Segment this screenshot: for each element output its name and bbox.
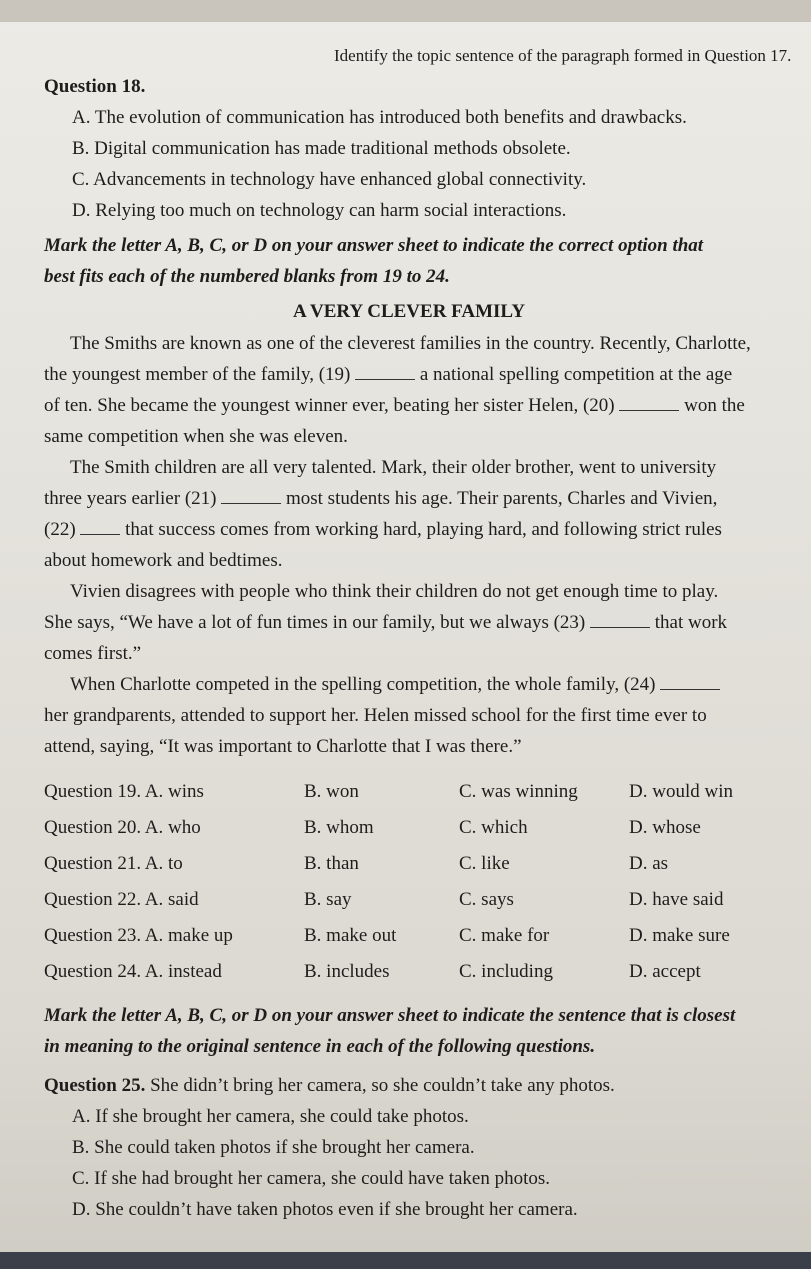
blank-23: [590, 613, 650, 628]
p1-line1: The Smiths are known as one of the cleverest families in the country. Recently, Charlotte,: [70, 333, 751, 354]
p1-line3-a: of ten. She became the youngest winner ever, beating her sister Helen, (20): [44, 395, 615, 416]
answer-row-23: [44, 918, 774, 954]
answer-21-b: B. than: [304, 853, 359, 874]
answer-21-d: D. as: [629, 853, 669, 874]
q18-option-c: C. Advancements in technology have enhanced global connectivity.: [72, 169, 587, 190]
passage-title: A VERY CLEVER FAMILY: [292, 301, 526, 322]
answer-23-a: Question 23. A. make up: [44, 925, 233, 946]
answer-22-c: C. says: [459, 889, 514, 910]
answer-21-a: Question 21. A. to: [44, 853, 183, 874]
bottom-edge: [0, 1252, 811, 1269]
answer-19-a: Question 19. A. wins: [44, 781, 204, 802]
top-edge: [0, 0, 811, 22]
q18-option-b: B. Digital communication has made traditional methods obsolete.: [72, 138, 571, 159]
p4-line1-a: When Charlotte competed in the spelling competition, the whole family, (24): [70, 674, 656, 695]
p2-line1: The Smith children are all very talented. Mark, their older brother, went to university: [70, 457, 717, 478]
answer-23-c: C. make for: [459, 925, 550, 946]
p1-line3-b: won the: [684, 395, 745, 416]
q18-label: Question 18.: [44, 76, 146, 97]
blank-19: [355, 365, 415, 380]
answer-24-b: B. includes: [304, 961, 390, 982]
answer-20-c: C. which: [459, 817, 528, 838]
answer-row-21: [44, 846, 774, 882]
q25-stem-text: She didn’t bring her camera, so she couldn’t take any photos.: [150, 1075, 615, 1096]
answer-20-a: Question 20. A. who: [44, 817, 201, 838]
q25-option-b: B. She could taken photos if she brought her camera.: [72, 1137, 475, 1158]
instruction1-line1: Mark the letter A, B, C, or D on your answer sheet to indicate the correct option that: [44, 235, 704, 256]
q25-option-c: C. If she had brought her camera, she could have taken photos.: [72, 1168, 551, 1189]
answer-24-a: Question 24. A. instead: [44, 961, 222, 982]
p1-line4: same competition when she was eleven.: [44, 426, 348, 447]
instruction2-line1: Mark the letter A, B, C, or D on your answer sheet to indicate the sentence that is closest: [44, 1005, 736, 1026]
p2-line2: [44, 483, 774, 514]
p2-line4: about homework and bedtimes.: [44, 550, 283, 571]
answer-23-b: B. make out: [304, 925, 397, 946]
q25-option-a: A. If she brought her camera, she could take photos.: [72, 1106, 469, 1127]
q18-option-a: A. The evolution of communication has introduced both benefits and drawbacks.: [72, 107, 687, 128]
answer-19-b: B. won: [304, 781, 359, 802]
answer-row-19: [44, 774, 774, 810]
p3-line2: [44, 607, 774, 638]
p2-line3-b: that success comes from working hard, playing hard, and following strict rules: [125, 519, 722, 540]
q18-option-d: D. Relying too much on technology can harm social interactions.: [72, 200, 567, 221]
p1-line2-a: the youngest member of the family, (19): [44, 364, 351, 385]
answer-21-c: C. like: [459, 853, 510, 874]
p4-line1: [44, 669, 774, 700]
p2-line2-a: three years earlier (21): [44, 488, 217, 509]
p1-line3: [44, 390, 774, 421]
p1-line2-b: a national spelling competition at the age: [419, 364, 733, 385]
blank-21: [221, 489, 281, 504]
content: [44, 40, 792, 1225]
p1-line2: [44, 359, 774, 390]
p2-line3: [44, 514, 774, 545]
answer-row-24: [44, 954, 774, 990]
p2-line2-b: most students his age. Their parents, Charles and Vivien,: [285, 488, 718, 509]
p3-line2-b: that work: [654, 612, 728, 633]
answer-row-22: [44, 882, 774, 918]
answer-19-c: C. was winning: [459, 781, 578, 802]
answer-24-c: C. including: [459, 961, 553, 982]
answer-row-20: [44, 810, 774, 846]
q18-stem: [44, 71, 774, 102]
answer-20-b: B. whom: [304, 817, 374, 838]
p2-line3-a: (22): [44, 519, 76, 540]
p4-line3: attend, saying, “It was important to Charlotte that I was there.”: [44, 736, 522, 757]
q25-label: Question 25.: [44, 1075, 146, 1096]
answer-22-d: D. have said: [629, 889, 724, 910]
p4-line2: her grandparents, attended to support her. Helen missed school for the first time ever to: [44, 705, 707, 726]
instruction1-line2: best fits each of the numbered blanks from 19 to 24.: [44, 266, 450, 287]
q18-header: [44, 40, 792, 71]
answer-19-d: D. would win: [629, 781, 733, 802]
answer-22-b: B. say: [304, 889, 352, 910]
answer-grid: [44, 774, 774, 990]
p3-line3: comes first.”: [44, 643, 142, 664]
q25-option-d: D. She couldn’t have taken photos even if she brought her camera.: [72, 1199, 578, 1220]
q18-header-top: Identify the topic sentence of the paragraph formed in Question 17.: [334, 46, 792, 65]
blank-20: [619, 396, 679, 411]
answer-20-d: D. whose: [629, 817, 701, 838]
blank-22: [80, 520, 120, 535]
answer-24-d: D. accept: [629, 961, 701, 982]
p3-line1: Vivien disagrees with people who think their children do not get enough time to play.: [70, 581, 719, 602]
answer-22-a: Question 22. A. said: [44, 889, 199, 910]
p3-line2-a: She says, “We have a lot of fun times in our family, but we always (23): [44, 612, 586, 633]
instruction2-line2: in meaning to the original sentence in each of the following questions.: [44, 1036, 596, 1057]
q25-stem: [44, 1070, 774, 1101]
blank-24: [660, 675, 720, 690]
answer-23-d: D. make sure: [629, 925, 730, 946]
